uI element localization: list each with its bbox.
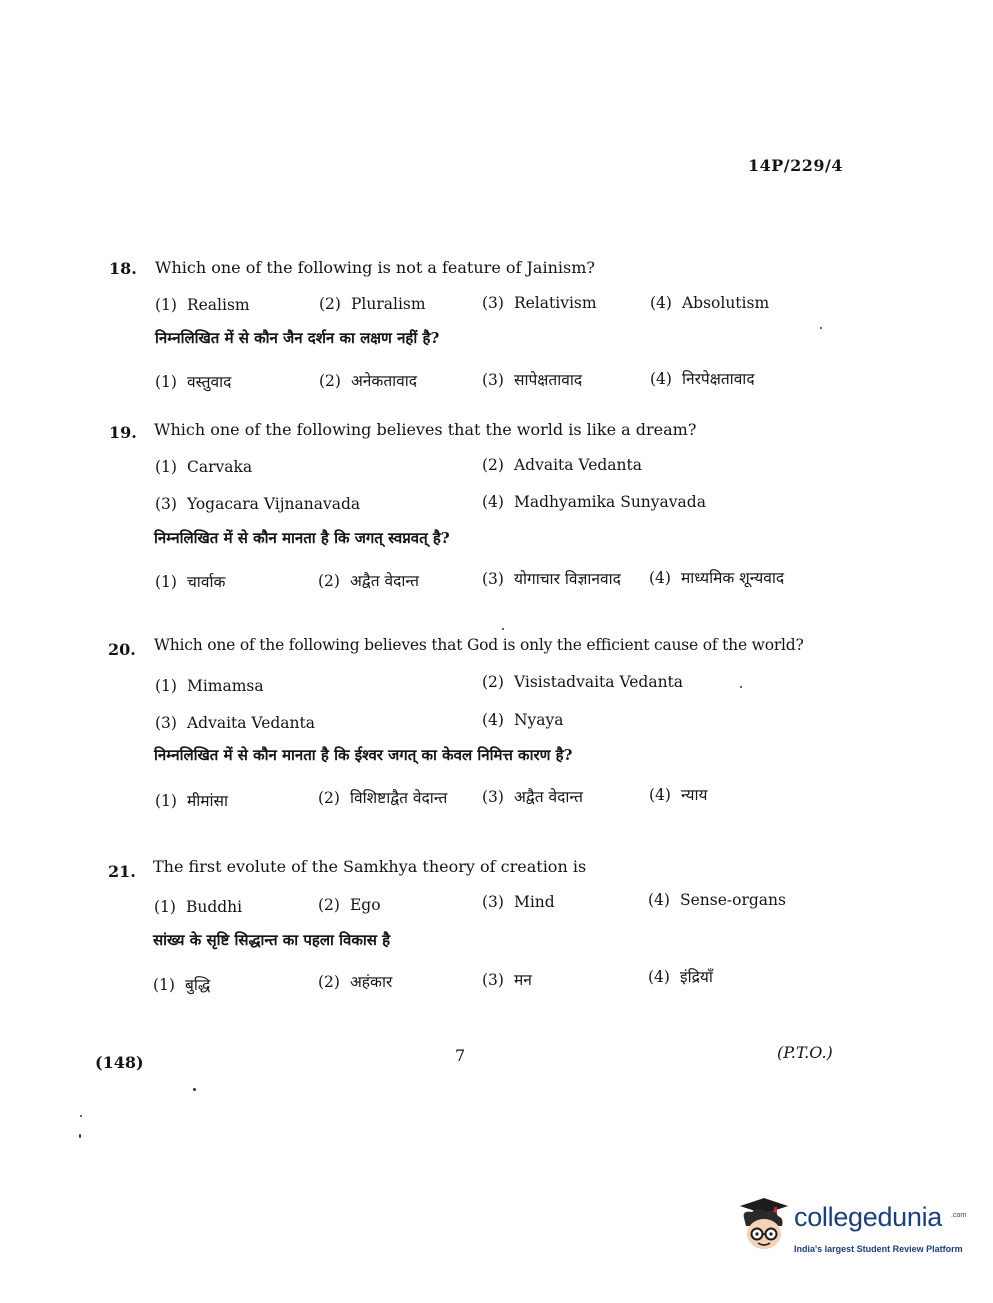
scan-speck — [79, 1134, 81, 1138]
question-number: 18. — [109, 259, 137, 278]
scan-speck — [740, 686, 742, 688]
mascot-icon — [738, 1196, 794, 1258]
option: (2) Ego — [318, 896, 381, 914]
hindi-option: (4) निरपेक्षतावाद — [650, 370, 755, 388]
question-text: Which one of the following believes that the world is like a dream? — [154, 420, 697, 439]
option: (1) Realism — [155, 296, 250, 314]
hindi-option: (2) अनेकतावाद — [319, 372, 418, 390]
scan-speck — [80, 1115, 82, 1117]
option: (2) Visistadvaita Vedanta — [482, 673, 684, 691]
option: (1) Mimamsa — [155, 677, 264, 695]
hindi-option: (3) अद्वैत वेदान्त — [482, 788, 583, 806]
hindi-option: (2) विशिष्टाद्वैत वेदान्त — [318, 789, 448, 807]
option: (3) Relativism — [482, 294, 597, 312]
hindi-option: (4) न्याय — [649, 786, 708, 804]
footer-code: (148) — [95, 1053, 144, 1072]
hindi-option: (3) योगाचार विज्ञानवाद — [482, 570, 621, 588]
scan-speck — [820, 327, 822, 329]
hindi-question-text: निम्नलिखित में से कौन मानता है कि जगत् स्वप्नवत् है? — [154, 529, 450, 547]
scan-speck — [193, 1088, 196, 1091]
question-number: 19. — [109, 423, 137, 442]
question-number: 20. — [108, 640, 136, 659]
scan-speck — [502, 628, 504, 630]
collegedunia-logo — [738, 1196, 966, 1260]
hindi-option: (3) मन — [482, 971, 532, 989]
option: (3) Mind — [482, 893, 555, 911]
hindi-option: (4) इंद्रियाँ — [648, 968, 713, 986]
hindi-option: (4) माध्यमिक शून्यवाद — [649, 569, 785, 587]
option: (4) Sense-organs — [648, 891, 786, 909]
option: (1) Carvaka — [155, 458, 253, 476]
hindi-option: (2) अद्वैत वेदान्त — [318, 572, 419, 590]
option: (1) Buddhi — [154, 898, 243, 916]
hindi-option: (3) सापेक्षतावाद — [482, 371, 583, 389]
option: (3) Yogacara Vijnanavada — [155, 495, 361, 513]
question-number: 21. — [108, 862, 136, 881]
hindi-question-text: सांख्य के सृष्टि सिद्धान्त का पहला विकास है — [153, 931, 391, 949]
hindi-option: (1) वस्तुवाद — [155, 373, 232, 391]
hindi-option: (2) अहंकार — [318, 973, 393, 991]
hindi-option: (1) चार्वाक — [155, 573, 226, 591]
hindi-question-text: निम्नलिखित में से कौन मानता है कि ईश्वर जगत् का केवल निमित्त कारण है? — [154, 746, 573, 764]
question-text: The first evolute of the Samkhya theory of creation is — [153, 857, 587, 876]
option: (2) Advaita Vedanta — [482, 456, 642, 474]
hindi-option: (1) मीमांसा — [155, 792, 229, 810]
option: (2) Pluralism — [319, 295, 426, 313]
paper-code: 14P/229/4 — [748, 156, 844, 175]
hindi-question-text: निम्नलिखित में से कौन जैन दर्शन का लक्षण नहीं है? — [155, 329, 440, 347]
logo-suffix: .com — [951, 1212, 967, 1219]
pto-label: (P.T.O.) — [777, 1043, 833, 1062]
option: (4) Nyaya — [482, 711, 564, 729]
option: (4) Madhyamika Sunyavada — [482, 493, 706, 511]
option: (4) Absolutism — [650, 294, 770, 312]
logo-tagline: India's largest Student Review Platform — [794, 1244, 963, 1254]
page-number: 7 — [455, 1046, 466, 1065]
option: (3) Advaita Vedanta — [155, 714, 315, 732]
question-text: Which one of the following believes that God is only the efficient cause of the world? — [154, 636, 804, 654]
question-text: Which one of the following is not a feature of Jainism? — [155, 258, 595, 277]
logo-wordmark: collegedunia — [794, 1202, 943, 1232]
hindi-option: (1) बुद्धि — [153, 976, 211, 994]
